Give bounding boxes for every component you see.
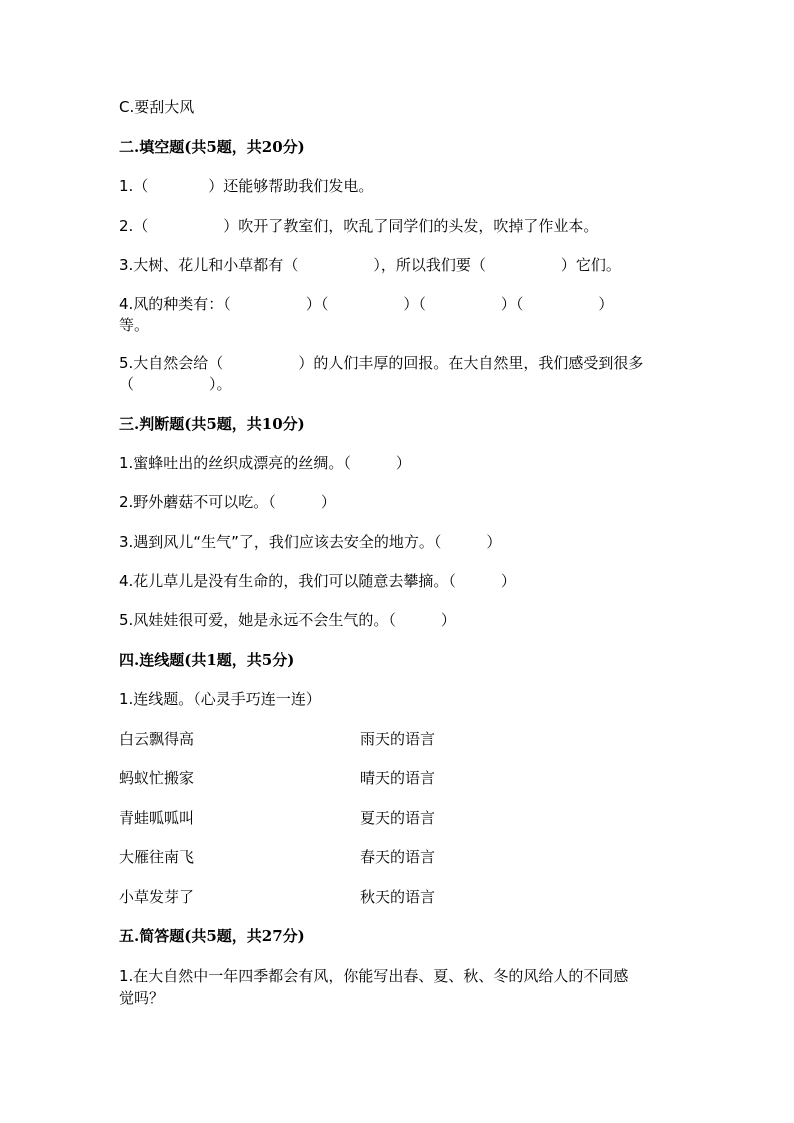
fill-question-5-continued: （ ）。	[119, 375, 232, 393]
judge-question-3: 3.遇到风儿“生气”了，我们应该去安全的地方。（ ）	[119, 533, 502, 551]
match-left-item: 蚂蚁忙搬家	[119, 769, 195, 787]
judge-question-2: 2.野外蘑菇不可以吃。（ ）	[119, 493, 336, 511]
match-right-item: 夏天的语言	[360, 809, 436, 827]
judge-question-4: 4.花儿草儿是没有生命的，我们可以随意去攀摘。（ ）	[119, 572, 516, 590]
match-right-item: 晴天的语言	[360, 769, 436, 787]
match-left-item: 小草发芽了	[119, 888, 195, 906]
section-heading-short-answer: 五.简答题(共5题，共27分)	[119, 927, 305, 945]
fill-question-4-continued: 等。	[119, 316, 150, 334]
fill-question-1: 1.（ ）还能够帮助我们发电。	[119, 177, 374, 195]
section-heading-fill-in: 二.填空题(共5题，共20分)	[119, 138, 305, 156]
judge-question-5: 5.风娃娃很可爱，她是永远不会生气的。（ ）	[119, 611, 456, 629]
matching-question-1: 1.连线题。（心灵手巧连一连）	[119, 690, 321, 708]
match-right-item: 春天的语言	[360, 848, 436, 866]
match-right-item: 雨天的语言	[360, 730, 436, 748]
option-c: C.要刮大风	[119, 98, 195, 116]
short-answer-question-1: 1.在大自然中一年四季都会有风，你能写出春、夏、秋、冬的风给人的不同感	[119, 967, 629, 985]
fill-question-2: 2.（ ）吹开了教室们，吹乱了同学们的头发，吹掉了作业本。	[119, 217, 599, 235]
judge-question-1: 1.蜜蜂吐出的丝织成漂亮的丝绸。（ ）	[119, 454, 411, 472]
fill-question-4: 4.风的种类有：（ ）（ ）（ ）（ ）	[119, 295, 614, 313]
match-right-item: 秋天的语言	[360, 888, 436, 906]
short-answer-question-1-continued: 觉吗？	[119, 989, 165, 1007]
fill-question-3: 3.大树、花儿和小草都有（ ），所以我们要（ ）它们。	[119, 256, 621, 274]
match-left-item: 青蛙呱呱叫	[119, 809, 195, 827]
match-left-item: 大雁往南飞	[119, 848, 195, 866]
fill-question-5: 5.大自然会给（ ）的人们丰厚的回报。在大自然里，我们感受到很多	[119, 354, 644, 372]
section-heading-true-false: 三.判断题(共5题，共10分)	[119, 415, 305, 433]
section-heading-matching: 四.连线题(共1题，共5分)	[119, 651, 295, 669]
match-left-item: 白云飘得高	[119, 730, 195, 748]
